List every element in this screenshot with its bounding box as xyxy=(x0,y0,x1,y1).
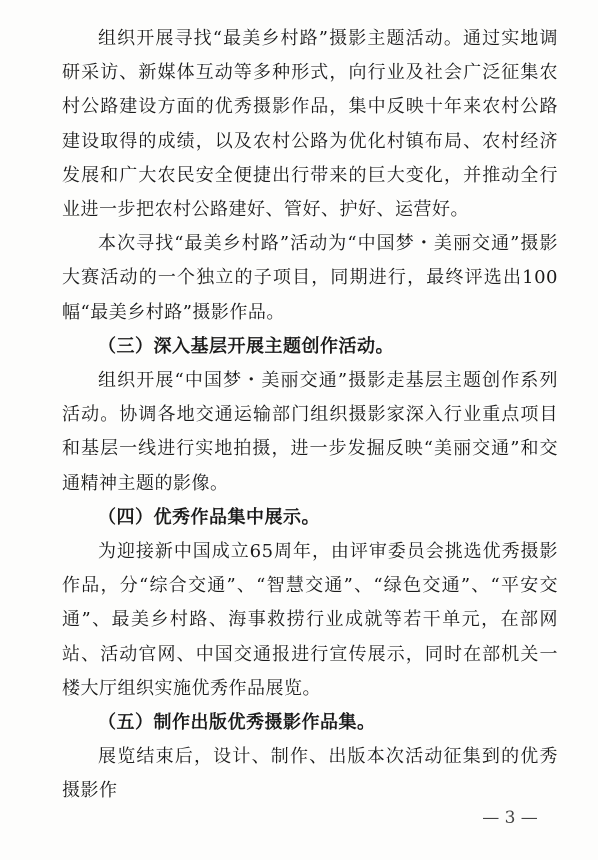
paragraph-rural-road-subproject: 本次寻找“最美乡村路”活动为“中国梦・美丽交通”摄影大赛活动的一个独立的子项目，同期进行，最终评选出100幅“最美乡村路”摄影作品。 xyxy=(62,233,558,323)
paragraph-exhibition: 为迎接新中国成立65周年，由评审委员会挑选优秀摄影作品，分“综合交通”、“智慧交通”、“绿色交通”、“平安交通”、最美乡村路、海事救捞行业成就等若干单元，在部网站、活动官网、中国交通报进行宣传展示，同时在部机关一楼大厅组织实施优秀作品展览。 xyxy=(62,541,558,699)
paragraph-photo-activity: 组织开展寻找“最美乡村路”摄影主题活动。通过实地调研采访、新媒体互动等多种形式，向行业及社会广泛征集农村公路建设方面的优秀摄影作品，集中反映十年来农村公路建设取得的成绩，以及农村公路为优化村镇布局、农村经济发展和广大农民安全便捷出行带来的巨大变化，并推动全行业进一步把农村公路建好、管好、护好、运营好。 xyxy=(62,28,558,221)
section-heading-5: （五）制作出版优秀摄影作品集。 xyxy=(98,712,376,734)
paragraph-publication: 展览结束后，设计、制作、出版本次活动征集到的优秀摄影作 xyxy=(62,746,558,802)
page-number: — 3 — xyxy=(482,808,538,828)
document-body xyxy=(62,22,558,809)
section-heading-4: （四）优秀作品集中展示。 xyxy=(98,506,320,528)
section-heading-3: （三）深入基层开展主题创作活动。 xyxy=(98,335,394,357)
paragraph-grassroots-creation: 组织开展“中国梦・美丽交通”摄影走基层主题创作系列活动。协调各地交通运输部门组织摄影家深入行业重点项目和基层一线进行实地拍摄，进一步发掘反映“美丽交通”和交通精神主题的影像。 xyxy=(62,370,558,494)
